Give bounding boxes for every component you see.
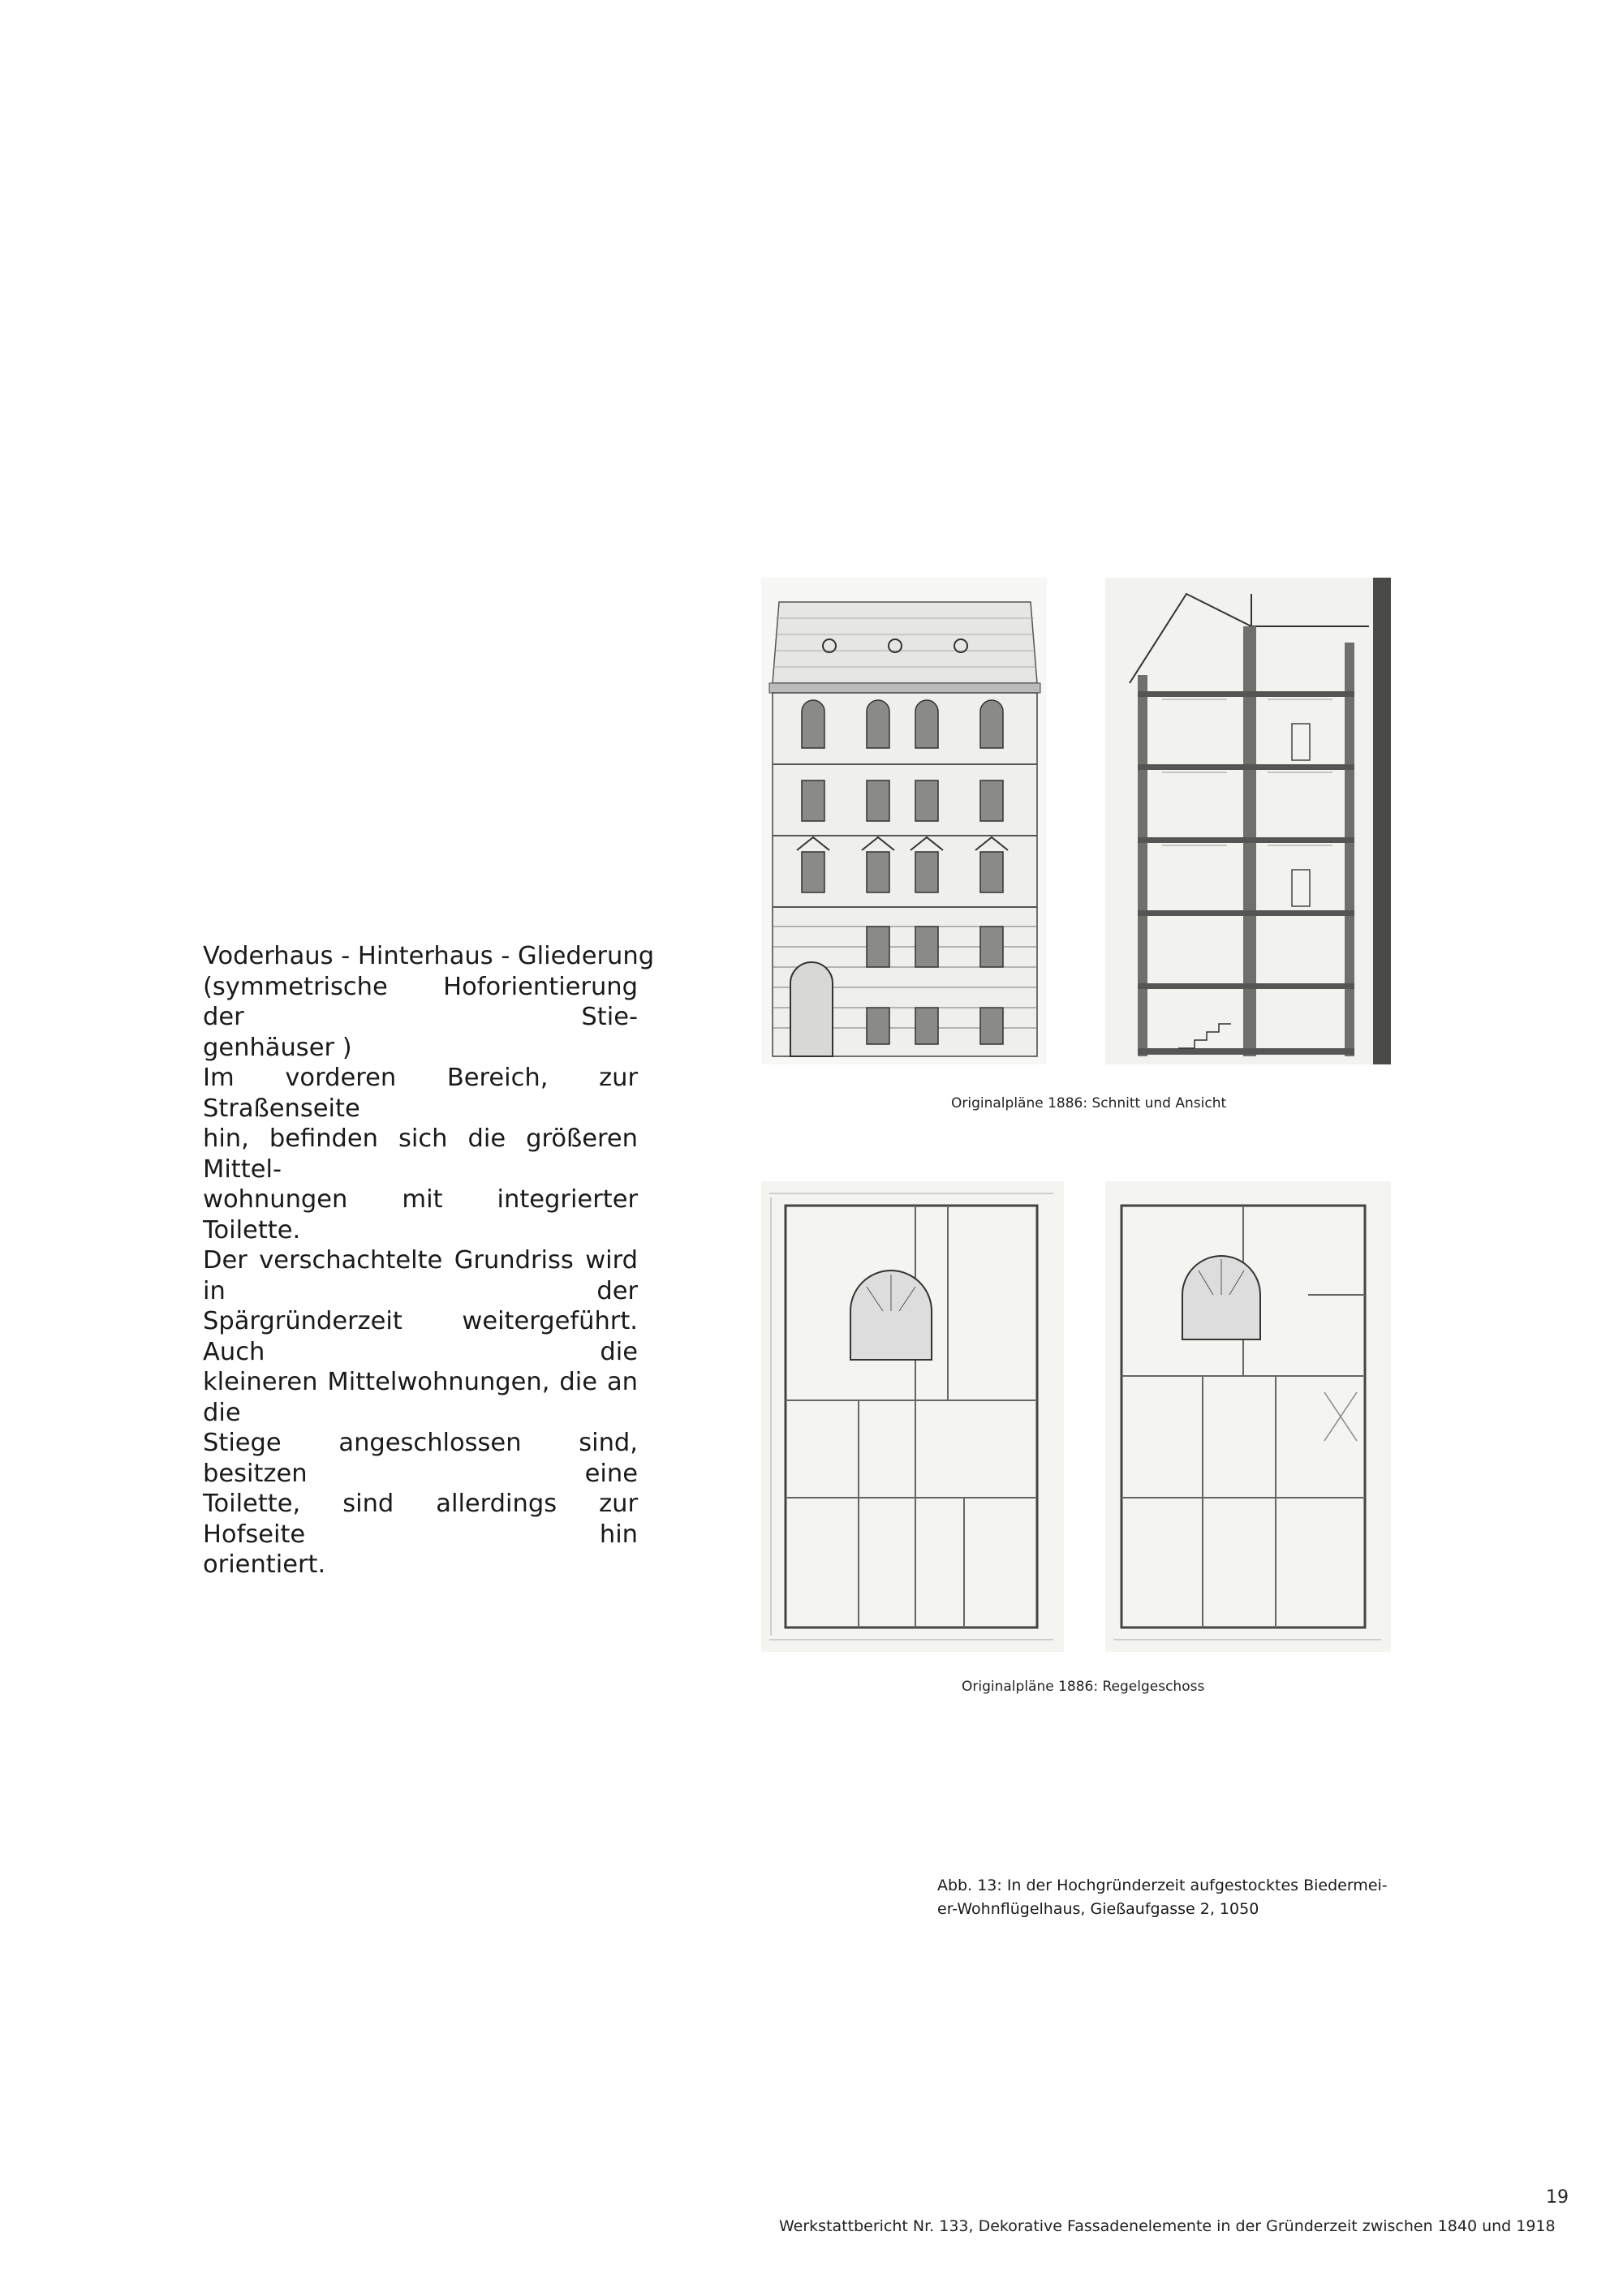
body-text-line: wohnungen mit integrierter Toilette. [203, 1185, 638, 1245]
page-number: 19 [1546, 2187, 1569, 2208]
floor-plan-right-svg [1105, 1181, 1391, 1652]
body-text-line: kleineren Mittelwohnungen, die an die [203, 1368, 638, 1427]
body-text-line: Toilette, sind allerdings zur Hofseite hin [203, 1490, 638, 1549]
body-text [203, 941, 655, 1580]
facade-elevation-svg [761, 578, 1047, 1064]
figure-caption [937, 1874, 1388, 1921]
body-text-line: Spärgründerzeit weitergeführt. Auch die [203, 1307, 638, 1366]
body-text-line: Stiege angeschlossen sind, besitzen eine [203, 1429, 638, 1488]
figure-caption-line: Abb. 13: In der Hochgründerzeit aufgestocktes Biedermei- [937, 1877, 1388, 1894]
section-svg [1105, 578, 1391, 1064]
floor-plan-left-svg [761, 1181, 1064, 1652]
caption-top: Originalpläne 1886: Schnitt und Ansicht [951, 1095, 1227, 1111]
figure-caption-line: er-Wohnflügelhaus, Gießaufgasse 2, 1050 [937, 1900, 1259, 1918]
body-text-line: Im vorderen Bereich, zur Straßenseite [203, 1064, 638, 1123]
caption-bottom: Originalpläne 1886: Regelgeschoss [962, 1679, 1205, 1695]
body-text-line: hin, befinden sich die größeren Mittel- [203, 1124, 638, 1184]
floor-plan-right-drawing [1105, 1181, 1391, 1652]
section-drawing [1105, 578, 1391, 1064]
floor-plan-left-drawing [761, 1181, 1064, 1652]
body-text-line: (symmetrische Hoforientierung der Stie- [203, 972, 638, 1031]
facade-elevation-drawing [761, 578, 1047, 1064]
running-footer: Werkstattbericht Nr. 133, Dekorative Fassadenelemente in der Gründerzeit zwischen 1840 und 1918 [779, 2217, 1556, 2235]
body-text-line: orientiert. [203, 1550, 326, 1579]
body-text-line: Der verschachtelte Grundriss wird in der [203, 1246, 638, 1305]
body-text-line: Voderhaus - Hinterhaus - Gliederung [203, 942, 655, 970]
body-text-line: genhäuser ) [203, 1033, 352, 1062]
